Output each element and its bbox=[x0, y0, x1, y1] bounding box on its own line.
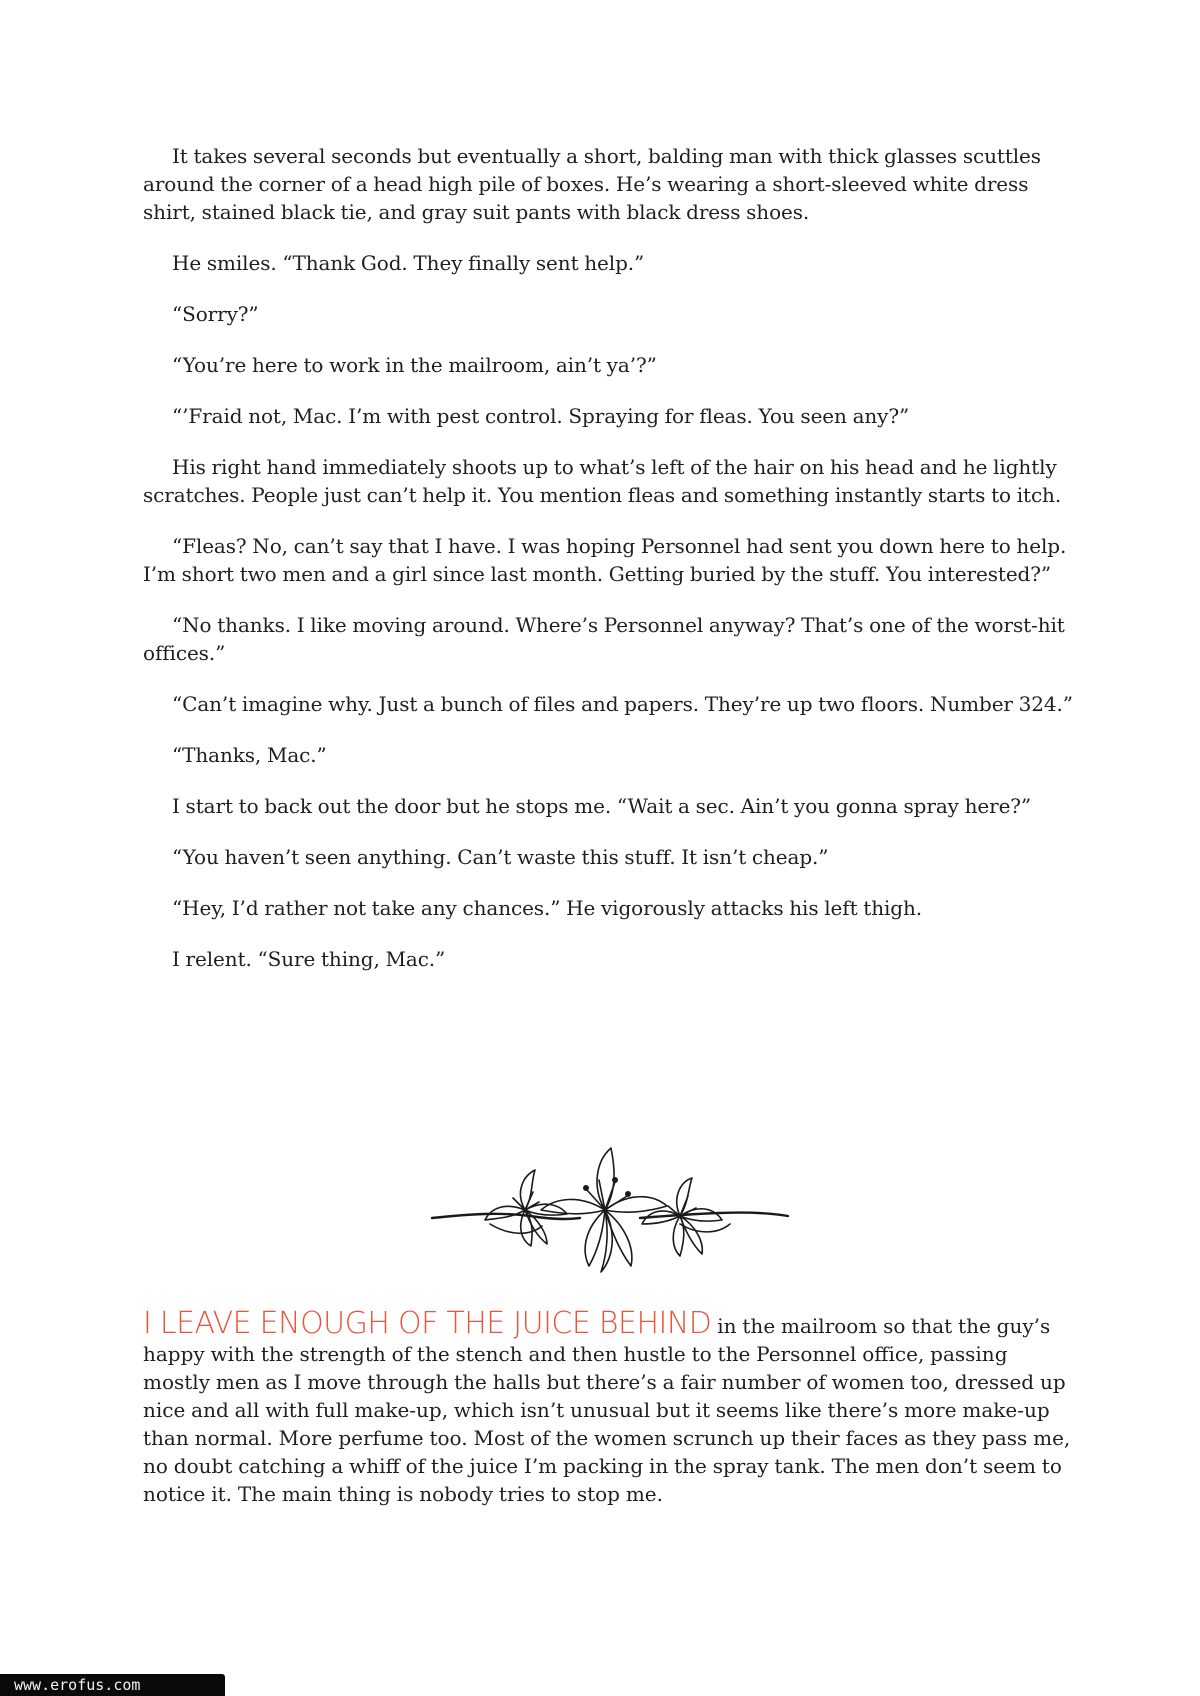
paragraph: “You’re here to work in the mailroom, ain’t ya’?” bbox=[172, 353, 657, 377]
dialogue-text-block bbox=[143, 142, 1073, 996]
paragraph: “’Fraid not, Mac. I’m with pest control. Spraying for fleas. You seen any?” bbox=[172, 404, 910, 428]
paragraph: He smiles. “Thank God. They finally sent help.” bbox=[172, 251, 645, 275]
paragraph: “Thanks, Mac.” bbox=[172, 743, 327, 767]
paragraph: It takes several seconds but eventually a short, balding man with thick glasses scuttles around the corner of a head high pile of boxes. He’s wearing a short-sleeved white dress shirt, stained black tie, and gray suit pants with black dress shoes. bbox=[143, 144, 1041, 224]
paragraph: “No thanks. I like moving around. Where’s Personnel anyway? That’s one of the worst-hit offices.” bbox=[143, 613, 1065, 665]
section-lead-in: I LEAVE ENOUGH OF THE JUICE BEHIND bbox=[143, 1306, 712, 1341]
paragraph: “You haven’t seen anything. Can’t waste this stuff. It isn’t cheap.” bbox=[172, 845, 829, 869]
paragraph: His right hand immediately shoots up to what’s left of the hair on his head and he lightly scratches. People just can’t help it. You mention fleas and something instantly starts to itch. bbox=[143, 455, 1062, 507]
section-body-text: in the mailroom so that the guy’s happy with the strength of the stench and then hustle to the Personnel office, passing mostly men as I move through the halls but there’s a fair number of women too, dressed up nice and all with full make-up, which isn’t unusual but it seems like there’s more make-up than normal. More perfume too. Most of the women scrunch up their faces as they pass me, no doubt catching a whiff of the juice I’m packing in the spray tank. The men don’t seem to notice it. The main thing is nobody tries to stop me. bbox=[143, 1314, 1071, 1506]
watermark-link[interactable]: www.erofus.com bbox=[0, 1674, 225, 1696]
lily-flourish-icon bbox=[430, 1140, 790, 1290]
paragraph: I relent. “Sure thing, Mac.” bbox=[172, 947, 446, 971]
paragraph: “Sorry?” bbox=[172, 302, 259, 326]
section-opening-paragraph bbox=[143, 1306, 1073, 1508]
paragraph: I start to back out the door but he stops me. “Wait a sec. Ain’t you gonna spray here?” bbox=[172, 794, 1032, 818]
paragraph: “Can’t imagine why. Just a bunch of files and papers. They’re up two floors. Number 324.” bbox=[172, 692, 1073, 716]
paragraph: “Fleas? No, can’t say that I have. I was hoping Personnel had sent you down here to help. I’m short two men and a girl since last month. Getting buried by the stuff. You interested?” bbox=[143, 534, 1067, 586]
paragraph: “Hey, I’d rather not take any chances.” He vigorously attacks his left thigh. bbox=[172, 896, 923, 920]
